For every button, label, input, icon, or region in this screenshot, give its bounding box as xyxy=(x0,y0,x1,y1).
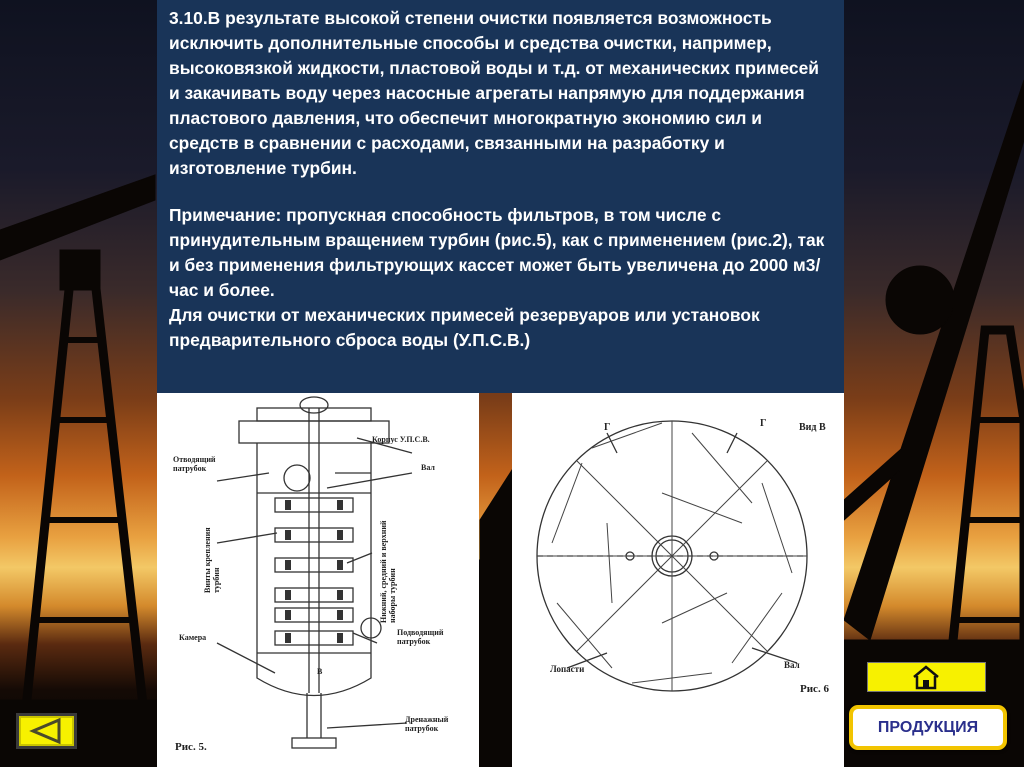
label-turbine-sets: Нижний, средний и верхний наборы турбин xyxy=(379,520,397,623)
label-body: Корпус У.П.С.В. xyxy=(372,435,430,444)
label-b-mark: В xyxy=(317,667,323,676)
home-button[interactable] xyxy=(867,662,986,692)
label-shaft: Вал xyxy=(421,463,435,472)
label-inlet: Подводящий патрубок xyxy=(397,628,444,646)
products-label: ПРОДУКЦИЯ xyxy=(877,718,979,736)
label-g-left: Г xyxy=(604,422,611,433)
label-g-right: Г xyxy=(760,418,767,429)
label-outlet: Отводящий патрубок xyxy=(173,455,216,473)
label-chamber: Камера xyxy=(179,633,207,642)
paragraph-upsv: Для очистки от механических примесей резервуаров или установок предварительного сброса воды (У.П.С.В.) xyxy=(169,305,760,350)
home-icon xyxy=(868,663,985,691)
figure-6-turbine-wheel xyxy=(512,393,844,767)
back-button[interactable] xyxy=(16,713,77,749)
label-screws: Винты крепления турбин xyxy=(203,527,221,593)
products-button[interactable] xyxy=(849,705,1007,750)
label-view-b: Вид В xyxy=(799,422,826,433)
figure-6-caption: Рис. 6 xyxy=(800,683,829,695)
label-blades: Лопасти xyxy=(550,664,585,674)
left-arrow-icon xyxy=(19,716,74,746)
figure-5-separator xyxy=(157,393,479,767)
label-drain: Дренажный патрубок xyxy=(405,715,449,733)
turbine-wheel-drawing xyxy=(512,393,844,767)
figure-5-caption: Рис. 5. xyxy=(175,741,207,753)
paragraph-note: Примечание: пропускная способность фильтров, в том числе с принудительным вращением турбин (рис.5), как с применением (рис.2), так и без применения фильтрующих кассет может быть увеличена до 2000 м3/час и более. xyxy=(169,205,825,300)
text-panel xyxy=(157,0,844,393)
paragraph-main: 3.10.В результате высокой степени очистки появляется возможность исключить дополнительные способы и средства очистки, например, высоковязкой жидкости, пластовой воды и т.д. от механических примесей и закачивать воду через насосные агрегаты напрямую для поддержания пластового давления, что обеспечит многократную экономию сил и средств в сравнении с расходами, связанными на разработку и изготовление турбин. xyxy=(169,8,819,178)
label-shaft-6: Вал xyxy=(784,660,800,670)
